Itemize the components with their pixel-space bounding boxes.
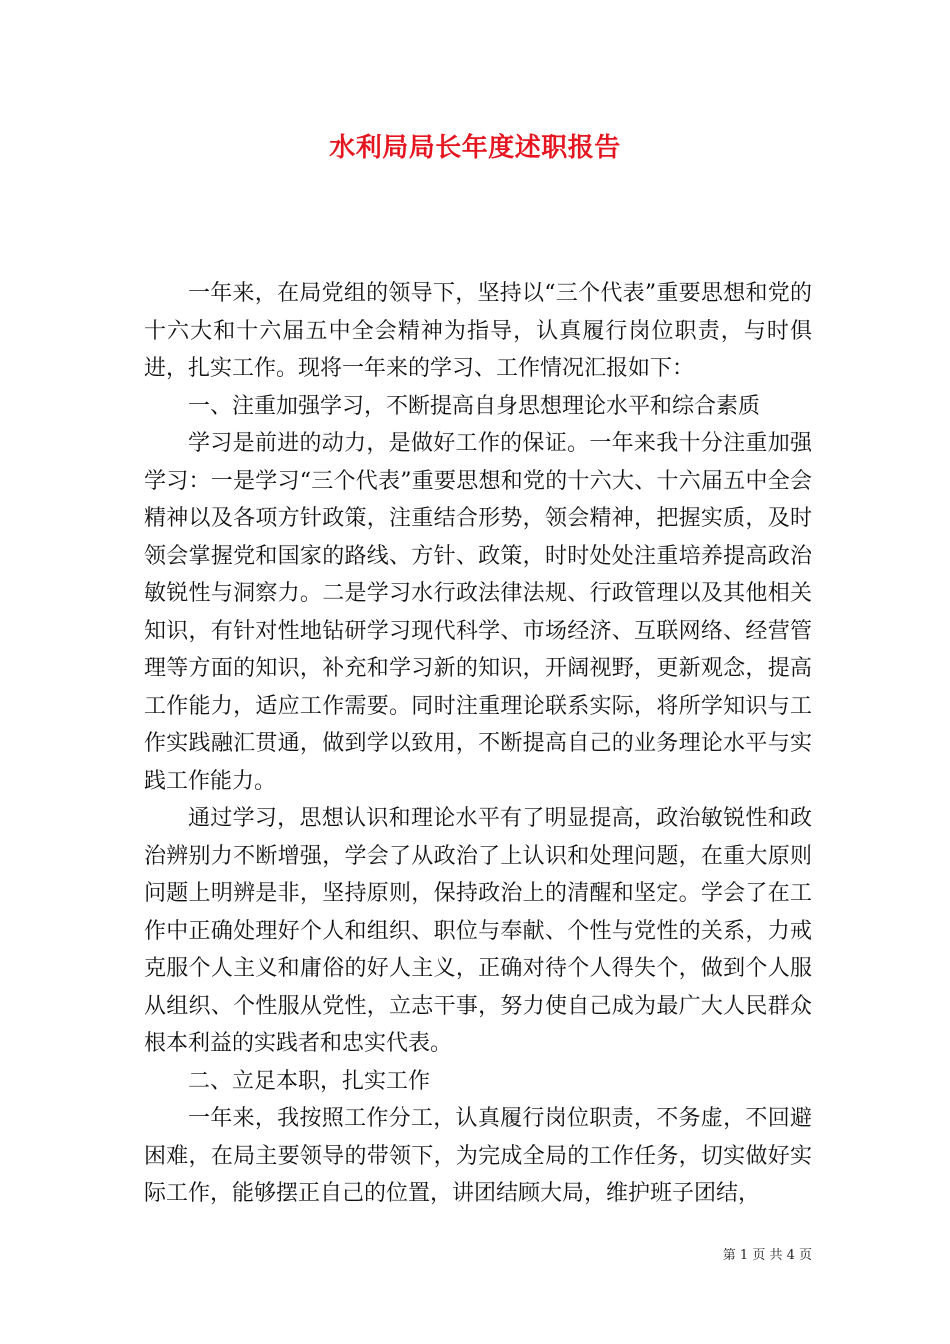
paragraph-intro: 一年来，在局党组的领导下，坚持以“三个代表”重要思想和党的十六大和十六届五中全会精神为指导，认真履行岗位职责，与时俱进，扎实工作。现将一年来的学习、工作情况汇报如下： <box>144 281 812 381</box>
document-title: 水利局局长年度述职报告 <box>329 133 621 163</box>
section-heading-2: 二、立足本职，扎实工作 <box>188 1068 431 1094</box>
paragraph-study: 学习是前进的动力，是做好工作的保证。一年来我十分注重加强学习：一是学习“三个代表”重要思想和党的十六大、十六届五中全会精神以及各项方针政策，注重结合形势，领会精神，把握实质，及时领会掌握党和国家的路线、方针、政策，时时处处注重培养提高政治敏锐性与洞察力。二是学习水行政法律法规、行政管理以及其他相关知识，有针对性地钻研学习现代科学、市场经济、互联网络、经营管理等方面的知识，补充和学习新的知识，开阔视野，更新观念，提高工作能力，适应工作需要。同时注重理论联系实际，将所学知识与工作实践融汇贯通，做到学以致用，不断提高自己的业务理论水平与实践工作能力。 <box>144 431 812 794</box>
section-heading-1: 一、注重加强学习，不断提高自身思想理论水平和综合素质 <box>188 393 761 419</box>
paragraph-study-results: 通过学习，思想认识和理论水平有了明显提高，政治敏锐性和政治辨别力不断增强，学会了从政治了上认识和处理问题，在重大原则问题上明辨是非，坚持原则，保持政治上的清醒和坚定。学会了在工作中正确处理好个人和组织、职位与奉献、个性与党性的关系，力戒克服个人主义和庸俗的好人主义，正确对待个人得失个，做到个人服从组织、个性服从党性，立志干事，努力使自己成为最广大人民群众根本利益的实践者和忠实代表。 <box>144 806 812 1056</box>
page-number-footer: 第 1 页 共 4 页 <box>722 1248 812 1263</box>
document-body <box>144 275 812 1213</box>
paragraph-work: 一年来，我按照工作分工，认真履行岗位职责，不务虚，不回避困难，在局主要领导的带领下，为完成全局的工作任务，切实做好实际工作，能够摆正自己的位置，讲团结顾大局，维护班子团结， <box>144 1106 812 1206</box>
